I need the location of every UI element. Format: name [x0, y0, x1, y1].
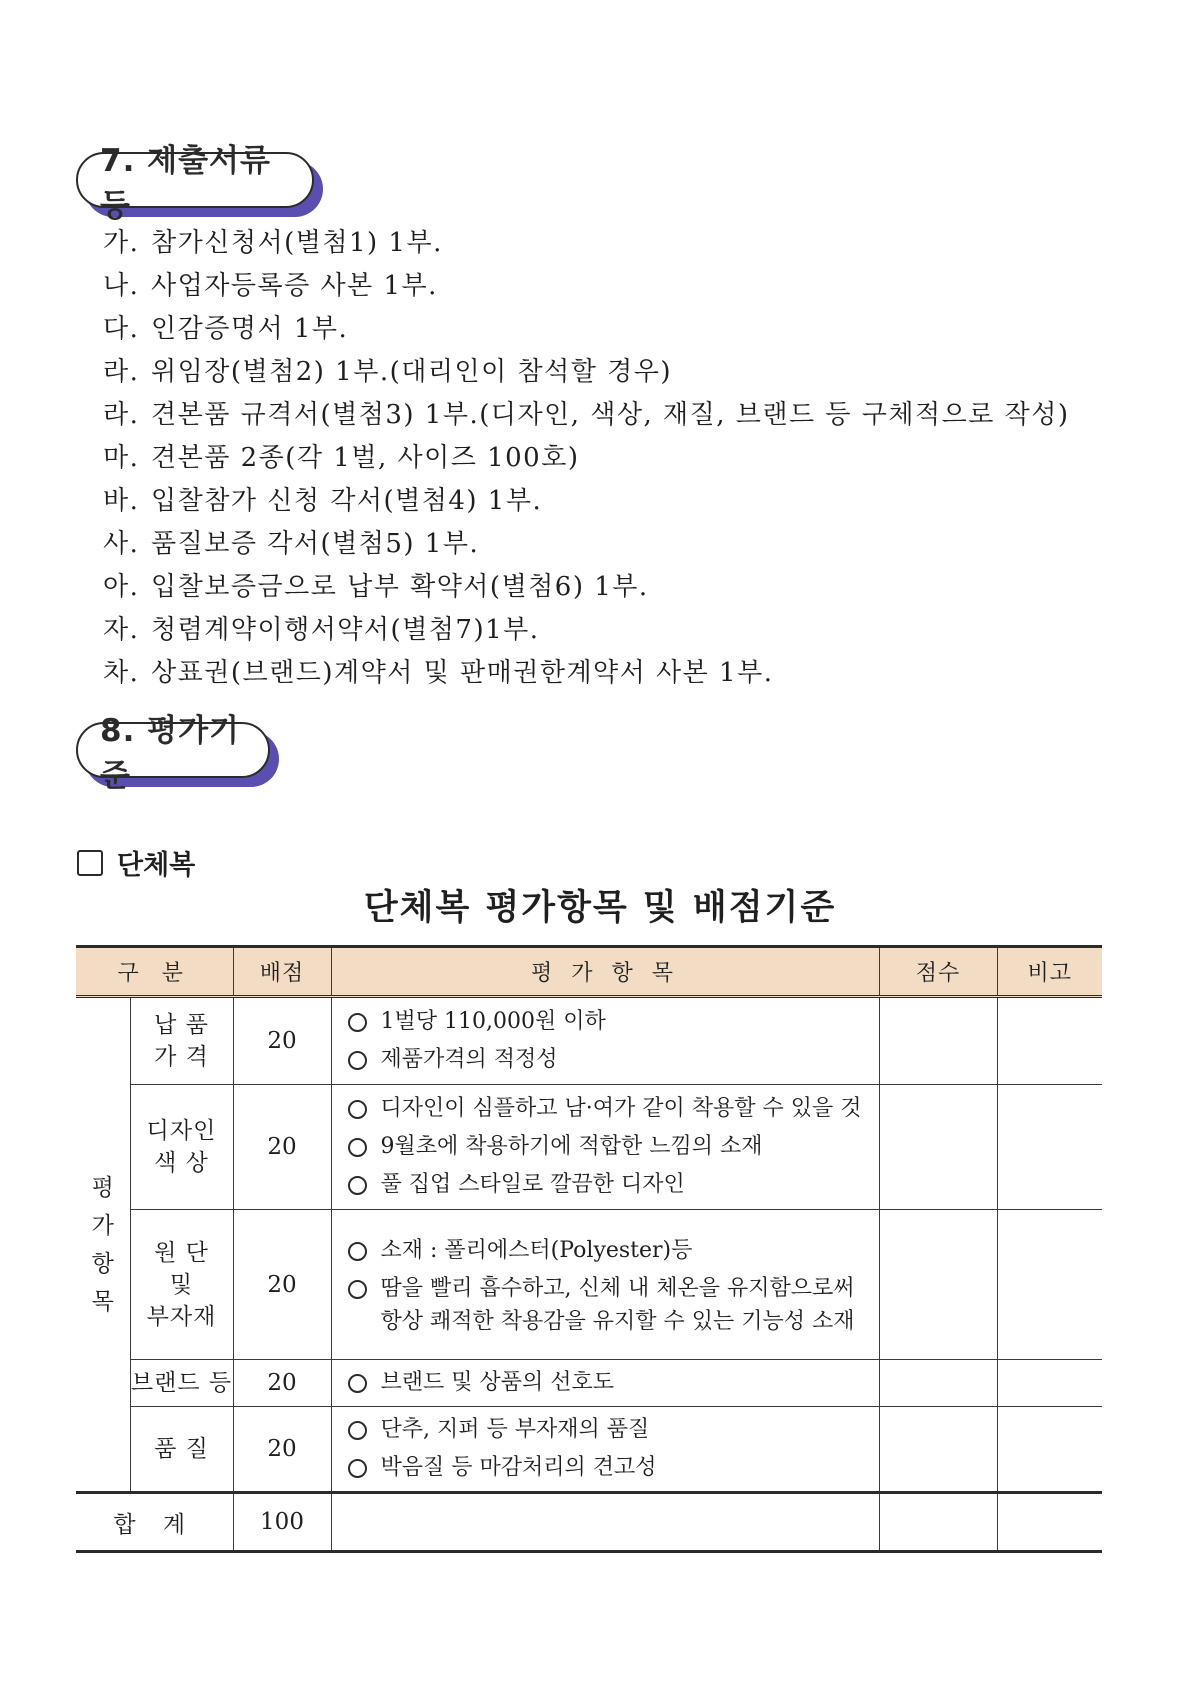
submission-documents-list	[103, 222, 1069, 695]
evaluation-item-text: 1벌당 110,000원 이하	[380, 1009, 606, 1034]
remarks-cell	[997, 1085, 1102, 1210]
evaluation-item-text: 9월초에 착용하기에 적합한 느낌의 소재	[380, 1134, 763, 1159]
items-cell	[331, 1407, 879, 1493]
group-label-cell	[76, 997, 130, 1493]
items-cell	[331, 1210, 879, 1360]
list-item	[103, 523, 1069, 566]
score-cell	[879, 997, 997, 1085]
category-line: 납 품	[154, 1012, 209, 1038]
header-points: 배점	[233, 947, 331, 997]
list-item-text: 참가신청서(별첨1) 1부.	[151, 228, 443, 258]
category-cell	[130, 1085, 233, 1210]
list-marker: 마.	[103, 443, 140, 473]
list-item-text: 품질보증 각서(별첨5) 1부.	[151, 529, 480, 559]
list-item-text: 견본품 규격서(별첨3) 1부.(디자인, 색상, 재질, 브랜드 등 구체적으로 작성)	[151, 400, 1070, 430]
evaluation-table	[76, 945, 1102, 1553]
list-item	[103, 394, 1069, 437]
circle-bullet-icon	[348, 1176, 367, 1195]
remarks-cell	[997, 1210, 1102, 1360]
list-marker: 나.	[103, 271, 140, 301]
list-item	[103, 609, 1069, 652]
header-division: 구 분	[76, 947, 233, 997]
table-row	[76, 1360, 1102, 1407]
evaluation-item	[346, 1166, 879, 1204]
evaluation-item-text: 소재 : 폴리에스터(Polyester)등	[380, 1237, 693, 1263]
list-item-text: 입찰보증금으로 납부 확약서(별첨6) 1부.	[151, 572, 649, 602]
table-row	[76, 1085, 1102, 1210]
section-7-title: 7. 제출서류 등	[100, 143, 271, 224]
section-8-title: 8. 평가기준	[100, 713, 240, 794]
list-marker: 라.	[103, 357, 140, 387]
list-marker: 다.	[103, 314, 140, 344]
list-marker: 아.	[103, 572, 140, 602]
list-item-text: 견본품 2종(각 1벌, 사이즈 100호)	[151, 443, 580, 473]
evaluation-item	[346, 1128, 879, 1166]
list-marker: 자.	[103, 615, 140, 645]
list-item	[103, 437, 1069, 480]
circle-bullet-icon	[348, 1280, 367, 1299]
category-line: 부자재	[146, 1303, 217, 1330]
evaluation-item-text: 단추, 지퍼 등 부자재의 품질	[380, 1417, 650, 1442]
remarks-cell	[997, 997, 1102, 1085]
list-item	[103, 480, 1069, 523]
points-cell: 20	[233, 997, 331, 1085]
list-marker: 라.	[103, 400, 140, 430]
category-cell	[130, 1360, 233, 1407]
score-cell	[879, 1210, 997, 1360]
remarks-cell	[997, 1407, 1102, 1493]
circle-bullet-icon	[348, 1421, 367, 1440]
list-item	[103, 222, 1069, 265]
items-cell	[331, 1360, 879, 1407]
list-item-text: 입찰참가 신청 각서(별첨4) 1부.	[151, 486, 543, 516]
header-score: 점수	[879, 947, 997, 997]
list-item-text: 사업자등록증 사본 1부.	[151, 271, 438, 301]
list-item-text: 위임장(별첨2) 1부.(대리인이 참석할 경우)	[151, 357, 672, 387]
evaluation-item-text: 땀을 빨리 흡수하고, 신체 내 체온을 유지함으로써 항상 쾌적한 착용감을 유지할 수 있는 기능성 소재	[380, 1275, 855, 1334]
total-items-cell	[331, 1493, 879, 1552]
list-marker: 차.	[103, 658, 140, 688]
remarks-cell	[997, 1360, 1102, 1407]
list-item	[103, 265, 1069, 308]
list-item	[103, 566, 1069, 609]
checkbox-label-text: 단체복	[117, 850, 196, 881]
evaluation-item	[346, 1232, 873, 1270]
evaluation-item-text: 디자인이 심플하고 남·여가 같이 착용할 수 있을 것	[380, 1096, 862, 1121]
header-remarks: 비고	[997, 947, 1102, 997]
points-cell: 20	[233, 1085, 331, 1210]
group-uniform-label	[77, 843, 195, 882]
category-cell	[130, 1407, 233, 1493]
list-item-text: 청렴계약이행서약서(별첨7)1부.	[151, 615, 540, 645]
list-marker: 사.	[103, 529, 140, 559]
score-cell	[879, 1085, 997, 1210]
points-cell: 20	[233, 1407, 331, 1493]
list-marker: 가.	[103, 228, 140, 258]
circle-bullet-icon	[348, 1459, 367, 1478]
table-title: 단체복 평가항목 및 배점기준	[363, 888, 837, 928]
category-cell	[130, 997, 233, 1085]
category-line: 및	[169, 1271, 194, 1298]
items-cell	[331, 997, 879, 1085]
category-line: 가 격	[154, 1044, 209, 1070]
category-line: 품 질	[154, 1436, 209, 1462]
evaluation-item-text: 풀 집업 스타일로 깔끔한 디자인	[380, 1172, 685, 1197]
score-cell	[879, 1407, 997, 1493]
table-row	[76, 1407, 1102, 1493]
section-7-heading	[76, 143, 314, 224]
table-row	[76, 997, 1102, 1085]
evaluation-item-text: 박음질 등 마감처리의 견고성	[380, 1455, 657, 1480]
list-item	[103, 351, 1069, 394]
evaluation-item-text: 브랜드 및 상품의 선호도	[380, 1370, 615, 1395]
total-score-cell	[879, 1493, 997, 1552]
score-cell	[879, 1360, 997, 1407]
table-header-row	[76, 947, 1102, 997]
circle-bullet-icon	[348, 1100, 367, 1119]
group-label: 평가항목	[91, 1174, 114, 1315]
circle-bullet-icon	[348, 1051, 367, 1070]
category-line: 색 상	[154, 1150, 209, 1176]
evaluation-item	[346, 1411, 879, 1449]
section-8-heading	[76, 713, 270, 794]
category-line: 브랜드 등	[130, 1370, 233, 1396]
evaluation-item	[346, 1270, 873, 1338]
circle-bullet-icon	[348, 1242, 367, 1261]
evaluation-item	[346, 1041, 879, 1079]
category-cell	[130, 1210, 233, 1360]
list-item	[103, 652, 1069, 695]
total-remarks-cell	[997, 1493, 1102, 1552]
evaluation-item	[346, 1449, 879, 1487]
total-row	[76, 1493, 1102, 1552]
table-row	[76, 1210, 1102, 1360]
circle-bullet-icon	[348, 1013, 367, 1032]
evaluation-item	[346, 1364, 879, 1402]
total-points: 100	[233, 1493, 331, 1552]
circle-bullet-icon	[348, 1138, 367, 1157]
evaluation-item	[346, 1003, 879, 1041]
evaluation-item-text: 제품가격의 적정성	[380, 1047, 558, 1072]
circle-bullet-icon	[348, 1374, 367, 1393]
points-cell: 20	[233, 1360, 331, 1407]
header-items: 평 가 항 목	[331, 947, 879, 997]
list-item	[103, 308, 1069, 351]
total-label: 합 계	[76, 1493, 233, 1552]
points-cell: 20	[233, 1210, 331, 1360]
list-item-text: 상표권(브랜드)계약서 및 판매권한계약서 사본 1부.	[151, 658, 774, 688]
category-line: 디자인	[146, 1118, 217, 1144]
list-item-text: 인감증명서 1부.	[151, 314, 349, 344]
items-cell	[331, 1085, 879, 1210]
list-marker: 바.	[103, 486, 140, 516]
evaluation-item	[346, 1090, 879, 1128]
checkbox-icon	[77, 850, 103, 876]
category-line: 원 단	[154, 1239, 209, 1266]
